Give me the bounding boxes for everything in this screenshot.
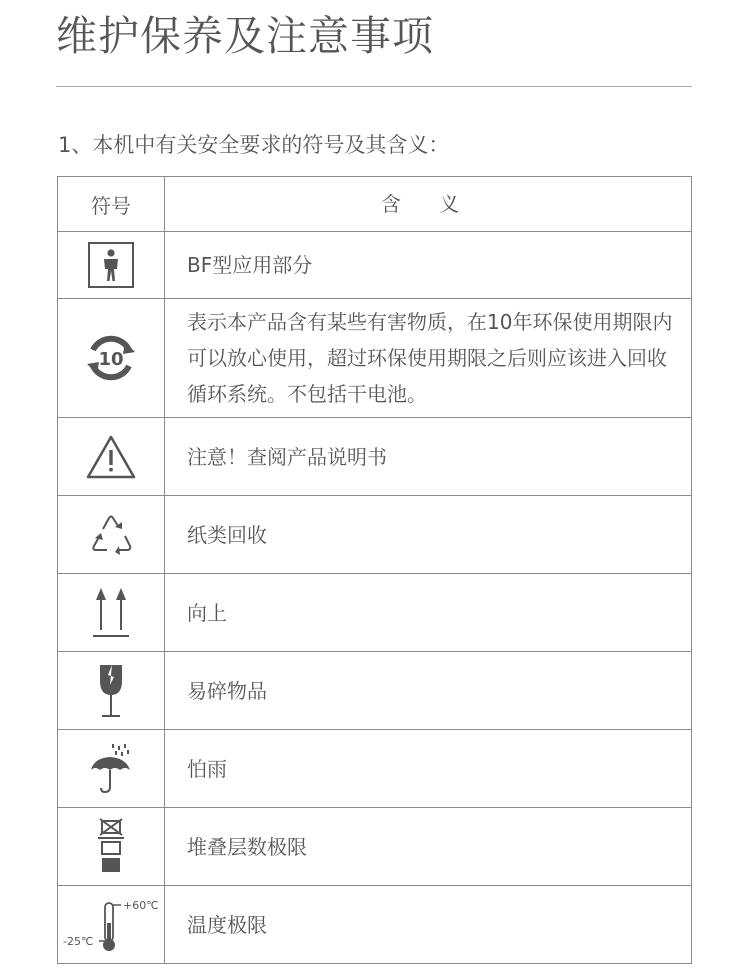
meaning-cell: 表示本产品含有某些有害物质，在10年环保使用期限内可以放心使用，超过环保使用期限之后则应该进入回收循环系统。不包括干电池。	[165, 299, 692, 418]
header-symbol: 符号	[58, 177, 165, 232]
title-divider	[56, 86, 692, 87]
table-row	[58, 652, 692, 730]
keep-dry-umbrella-icon	[88, 742, 134, 796]
meaning-cell: 易碎物品	[165, 652, 692, 730]
meaning-cell: 向上	[165, 574, 692, 652]
symbol-cell	[58, 232, 165, 299]
table-header-row	[58, 177, 692, 232]
symbol-cell	[58, 652, 165, 730]
meaning-cell: BF型应用部分	[165, 232, 692, 299]
bf-applied-part-icon	[86, 240, 136, 290]
symbol-cell	[58, 574, 165, 652]
environmental-icon-label: 10	[98, 349, 124, 370]
fragile-glass-icon	[94, 663, 128, 719]
table-row	[58, 232, 692, 299]
symbol-cell	[58, 418, 165, 496]
table-row	[58, 418, 692, 496]
meaning-cell: 注意！查阅产品说明书	[165, 418, 692, 496]
meaning-cell: 堆叠层数极限	[165, 808, 692, 886]
symbol-cell	[58, 299, 165, 418]
symbol-cell	[58, 886, 165, 964]
page-title: 维护保养及注意事项	[56, 12, 434, 60]
table-row	[58, 886, 692, 964]
table-row	[58, 299, 692, 418]
this-way-up-icon	[89, 586, 133, 640]
recycle-icon	[84, 509, 138, 561]
table-row	[58, 574, 692, 652]
symbols-table	[57, 176, 692, 964]
meaning-cell: 温度极限	[165, 886, 692, 964]
section-heading: 1、本机中有关安全要求的符号及其含义：	[58, 133, 450, 157]
table-row	[58, 808, 692, 886]
environmental-10-year-icon	[81, 328, 141, 388]
table-row	[58, 496, 692, 574]
stacking-limit-icon	[96, 818, 126, 876]
temp-low-label: -25℃	[63, 934, 94, 948]
symbol-cell	[58, 730, 165, 808]
symbol-cell	[58, 808, 165, 886]
header-meaning: 含 义	[165, 177, 692, 232]
temp-high-label: +60℃	[123, 898, 159, 912]
warning-triangle-icon	[85, 434, 137, 480]
temperature-limit-icon	[61, 897, 161, 953]
meaning-cell: 纸类回收	[165, 496, 692, 574]
table-row	[58, 730, 692, 808]
meaning-cell: 怕雨	[165, 730, 692, 808]
symbol-cell	[58, 496, 165, 574]
